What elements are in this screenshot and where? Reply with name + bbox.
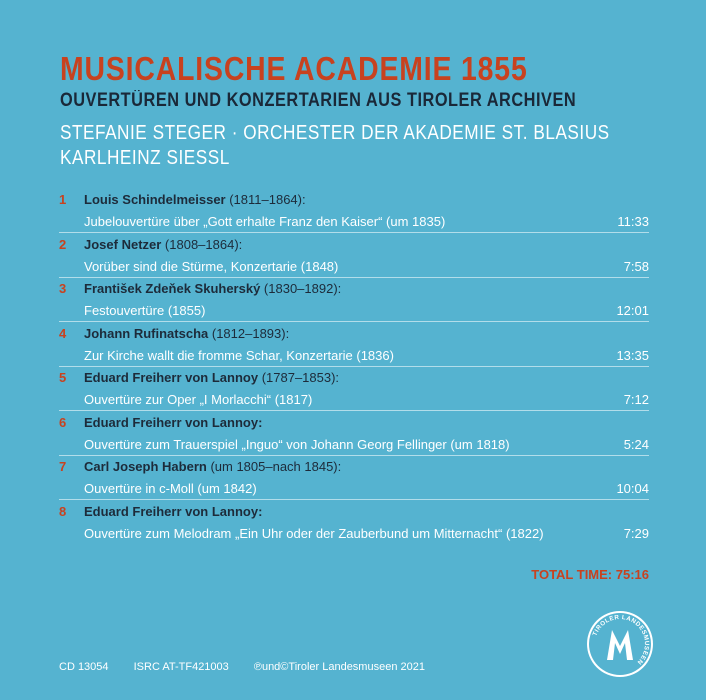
composer-dates: (1808–1864): [161,236,243,252]
track-composer [84,504,262,519]
divider [59,410,649,411]
composer-name: Eduard Freiherr von Lannoy: [84,503,263,519]
catalog-number: CD 13054 [59,661,109,673]
track-row [0,326,706,371]
logo-inner-circle [589,613,651,675]
album-subtitle: OUVERTÜREN UND KONZERTARIEN AUS TIROLER ARCHIVEN [60,90,577,111]
track-duration: 10:04 [616,481,649,496]
composer-name: Carl Joseph Habern [84,459,207,474]
track-number: 2 [59,236,67,252]
divider [59,277,649,278]
track-composer [84,415,262,430]
composer-name: Eduard Freiherr von Lannoy [84,370,259,385]
copyright: ℗und©Tiroler Landesmuseen 2021 [253,661,425,673]
track-duration: 7:58 [623,258,649,274]
track-duration: 11:33 [617,214,649,229]
composer-dates: (1830–1892): [260,281,342,296]
composer-name: Josef Netzer [84,236,162,252]
track-row [0,415,706,460]
track-work: Ouvertüre in c-Moll (um 1842) [84,481,257,496]
track-composer [84,281,341,296]
composer-name: Louis Schindelmeisser [84,192,226,207]
performers [60,121,610,171]
composer-name: Eduard Freiherr von Lannoy: [84,414,263,430]
performers-line-1: STEFANIE STEGER · ORCHESTER DER AKADEMIE ST. BLASIUS [60,122,610,144]
track-composer [84,326,289,341]
track-duration: 12:01 [616,303,649,318]
track-duration: 7:12 [623,392,649,407]
track-number: 4 [59,325,67,341]
track-row [0,192,706,237]
composer-name: František Zdeňek Skuherský [84,281,261,296]
composer-dates: (1812–1893): [208,325,290,341]
isrc-code: ISRC AT-TF421003 [133,661,229,673]
track-number: 5 [59,370,67,385]
track-work: Jubelouvertüre über „Gott erhalte Franz den Kaiser“ (um 1835) [84,214,446,229]
track-row [0,459,706,504]
track-number: 7 [59,459,67,474]
album-title: MUSICALISCHE ACADEMIE 1855 [60,50,528,87]
total-time: TOTAL TIME: 75:16 [531,567,649,582]
track-row [0,370,706,415]
track-number: 1 [59,192,67,207]
track-composer [84,459,341,474]
track-list [0,192,706,548]
track-duration: 5:24 [623,436,649,452]
track-row [0,281,706,326]
track-composer [84,370,339,385]
tiroler-landesmuseen-logo-icon [586,610,654,678]
track-row [0,237,706,282]
composer-name: Johann Rufinatscha [84,325,209,341]
composer-dates: (1787–1853): [258,370,340,385]
track-work: Ouvertüre zum Trauerspiel „Inguo“ von Johann Georg Fellinger (um 1818) [84,436,510,452]
performers-line-2: KARLHEINZ SIESSL [60,147,230,169]
composer-dates: (um 1805–nach 1845): [206,459,342,474]
track-work: Zur Kirche wallt die fromme Schar, Konzertarie (1836) [84,347,394,363]
track-number: 8 [59,503,67,519]
composer-dates: (1811–1864): [225,192,306,207]
divider [59,321,649,322]
track-work: Vorüber sind die Stürme, Konzertarie (1848) [84,258,339,274]
track-composer [84,192,306,207]
track-row [0,504,706,549]
logo-ring-text: TIROLER LANDESMUSEEN [591,613,651,666]
divider [59,455,649,456]
track-duration: 13:35 [616,347,649,363]
track-work: Ouvertüre zur Oper „I Morlacchi“ (1817) [84,392,313,407]
track-work: Ouvertüre zum Melodram „Ein Uhr oder der Zauberbund um Mitternacht“ (1822) [84,525,544,541]
footer [59,661,447,673]
divider [59,232,649,233]
divider [59,366,649,367]
track-number: 3 [59,281,67,296]
track-number: 6 [59,414,67,430]
track-composer [84,237,242,252]
track-duration: 7:29 [623,525,649,541]
track-work: Festouvertüre (1855) [84,303,206,318]
divider [59,499,649,500]
